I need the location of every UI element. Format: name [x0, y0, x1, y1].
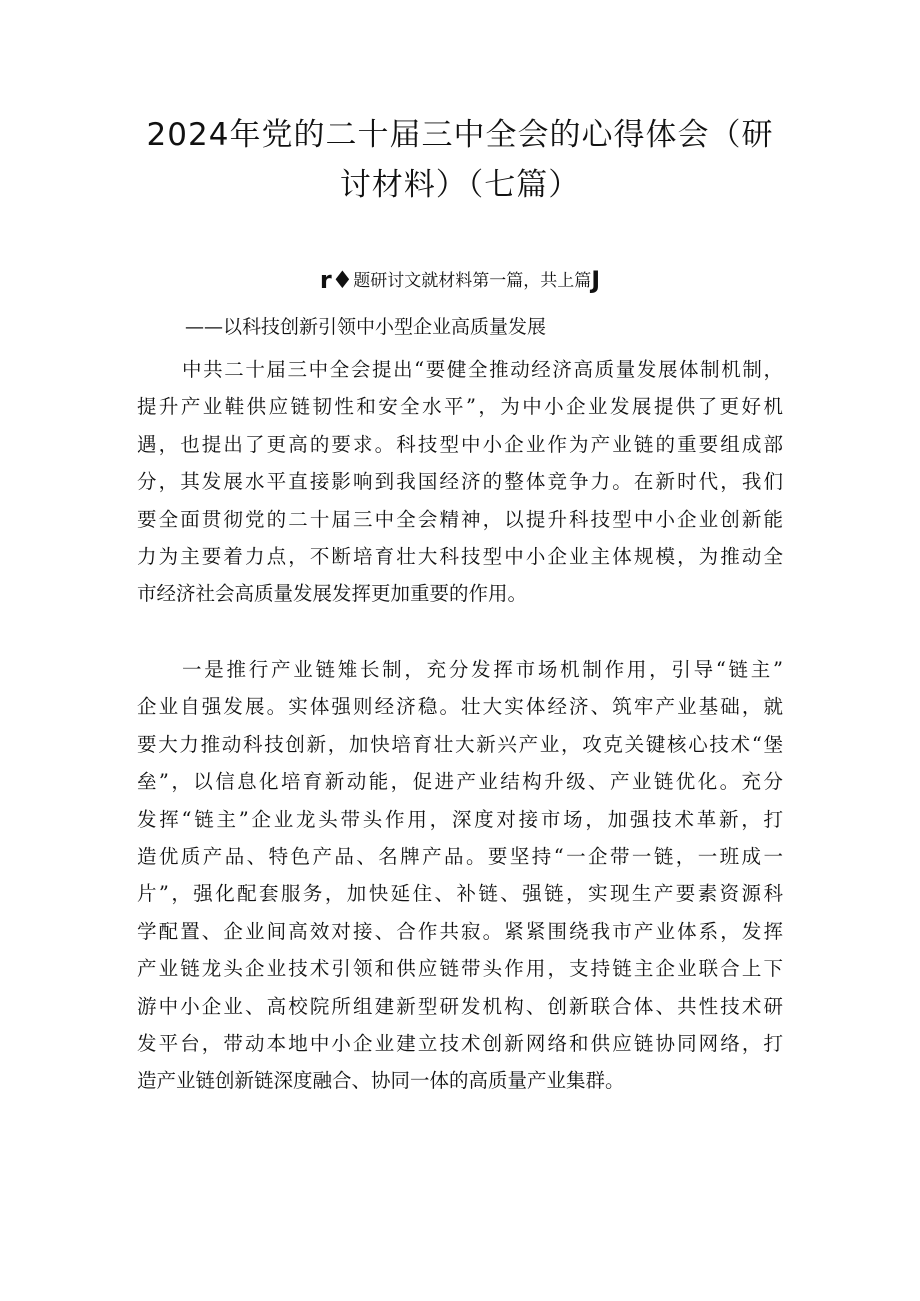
document-title-line-1: 2024年党的二十届三中全会的心得体会（研	[146, 117, 774, 153]
document-title-line-2: 讨材料）（七篇）	[339, 167, 581, 203]
paragraph-line: 发挥“链主”企业龙头带头作用，深度对接市场，加强技术革新，打	[137, 807, 783, 831]
paragraph-line: 发平台，带动本地中小企业建立技术创新网络和供应链协同网络，打	[137, 1032, 783, 1056]
paragraph-line: 一是推行产业链雉长制，充分发挥市场机制作用，引导“链主”	[182, 658, 783, 681]
section-heading-right-mark: J	[591, 266, 601, 294]
paragraph-line: 垒”，以信息化培育新动能，促进产业结构升级、产业链优化。充分	[137, 770, 783, 794]
section-heading	[140, 266, 780, 295]
paragraph-line: 市经济社会高质量发展发挥更加重要的作用。	[137, 582, 528, 606]
paragraph-line: 产业链龙头企业技术引领和供应链带头作用，支持链主企业联合上下	[137, 957, 783, 981]
paragraph-line: 企业自强发展。实体强则经济稳。壮大实体经济、筑牢产业基础，就	[137, 695, 783, 719]
body-paragraph-2	[137, 651, 783, 1100]
paragraph-line: 要大力推动科技创新，加快培育壮大新兴产业，攻克关键核心技术“堡	[137, 732, 783, 756]
paragraph-line: 力为主要着力点，不断培育壮大科技型中小企业主体规模，为推动全	[137, 545, 783, 569]
section-subtitle: ——以科技创新引领中小型企业高质量发展	[185, 316, 547, 338]
paragraph-line: 游中小企业、高校院所组建新型研发机构、创新联合体、共性技术研	[137, 994, 783, 1018]
paragraph-line: 造优质产品、特色产品、名牌产品。要坚持“一企带一链，一班成一	[137, 845, 783, 869]
paragraph-line: 分，其发展水平直接影响到我国经济的整体竞争力。在新时代，我们	[137, 470, 783, 494]
body-paragraph-1	[137, 351, 783, 613]
paragraph-line: 片”，强化配套服务，加快延住、补链、强链，实现生产要素资源科	[137, 882, 783, 906]
paragraph-line: 中共二十届三中全会提出“要健全推动经济高质量发展体制机制，	[182, 358, 783, 381]
paragraph-line: 要全面贯彻党的二十届三中全会精神，以提升科技型中小企业创新能	[137, 507, 783, 531]
section-heading-left-mark: r♦	[319, 266, 354, 294]
paragraph-line: 提升产业鞋供应链韧性和安全水平”，为中小企业发展提供了更好机	[137, 395, 783, 419]
paragraph-line: 造产业链创新链深度融合、协同一体的高质量产业集群。	[137, 1069, 625, 1093]
document-title	[110, 110, 810, 210]
paragraph-line: 遇，也提出了更高的要求。科技型中小企业作为产业链的重要组成部	[137, 432, 783, 456]
section-heading-text: 题研讨文就材料第一篇，共上篇	[353, 271, 592, 291]
paragraph-line: 学配置、企业间高效对接、合作共寂。紧紧围绕我市产业体系，发挥	[137, 919, 783, 943]
